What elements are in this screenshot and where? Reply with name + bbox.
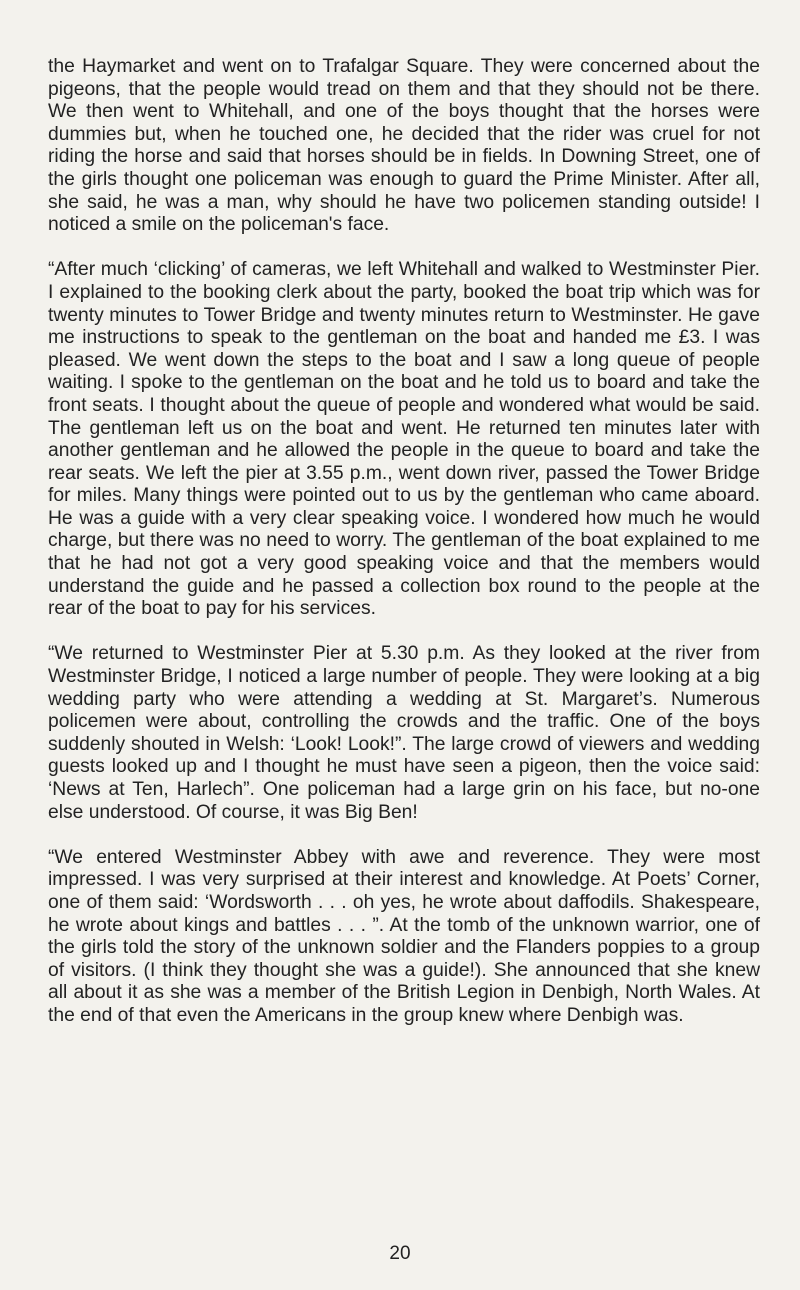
paragraph-4: “We entered Westminster Abbey with awe and reverence. They were most impressed. I was very surprised at their interest and knowledge. At Poets’ Corner, one of them said: ‘Wordsworth . . . oh yes, he wrote about daffodils. Shakespeare, he wrote about kings and battles . . . ”. At the tomb of the unknown warrior, one of the girls told the story of the unknown soldier and the Flanders poppies to a group of visitors. (I think they thought she was a guide!). She announced that she knew all about it as she was a member of the British Legion in Denbigh, North Wales. At the end of that even the Americans in the group knew where Denbigh was. [48, 846, 760, 1026]
paragraph-1: the Haymarket and went on to Trafalgar Square. They were concerned about the pigeons, that the people would tread on them and that they should not be there. We then went to Whitehall, and one of the boys thought that the horses were dummies but, when he touched one, he decided that the rider was cruel for not riding the horse and said that horses should be in fields. In Downing Street, one of the girls thought one policeman was enough to guard the Prime Minister. After all, she said, he was a man, why should he have two policemen standing outside! I noticed a smile on the policeman's face. [48, 56, 760, 236]
body-text [48, 56, 760, 1050]
page-number: 20 [389, 1243, 411, 1264]
paragraph-2: “After much ‘clicking’ of cameras, we left Whitehall and walked to Westminster Pier. I explained to the booking clerk about the party, booked the boat trip which was for twenty minutes to Tower Bridge and twenty minutes return to Westminster. He gave me instructions to speak to the gentleman on the boat and handed me £3. I was pleased. We went down the steps to the boat and I saw a long queue of people waiting. I spoke to the gentleman on the boat and he told us to board and take the front seats. I thought about the queue of people and wondered what would be said. The gentleman left us on the boat and went. He returned ten minutes later with another gentleman and he allowed the people in the queue to board and take the rear seats. We left the pier at 3.55 p.m., went down river, passed the Tower Bridge for miles. Many things were pointed out to us by the gentleman who came aboard. He was a guide with a very clear speaking voice. I wondered how much he would charge, but there was no need to worry. The gentleman of the boat explained to me that he had not got a very good speaking voice and that the members would understand the guide and he passed a collection box round to the people at the rear of the boat to pay for his services. [48, 259, 760, 620]
paragraph-3: “We returned to Westminster Pier at 5.30 p.m. As they looked at the river from Westminster Bridge, I noticed a large number of people. They were looking at a big wedding party who were attending a wedding at St. Margaret’s. Numerous policemen were about, controlling the crowds and the traffic. One of the boys suddenly shouted in Welsh: ‘Look! Look!”. The large crowd of viewers and wedding guests looked up and I thought he must have seen a pigeon, then the voice said: ‘News at Ten, Harlech”. One policeman had a large grin on his face, but no-one else understood. Of course, it was Big Ben! [48, 643, 760, 823]
